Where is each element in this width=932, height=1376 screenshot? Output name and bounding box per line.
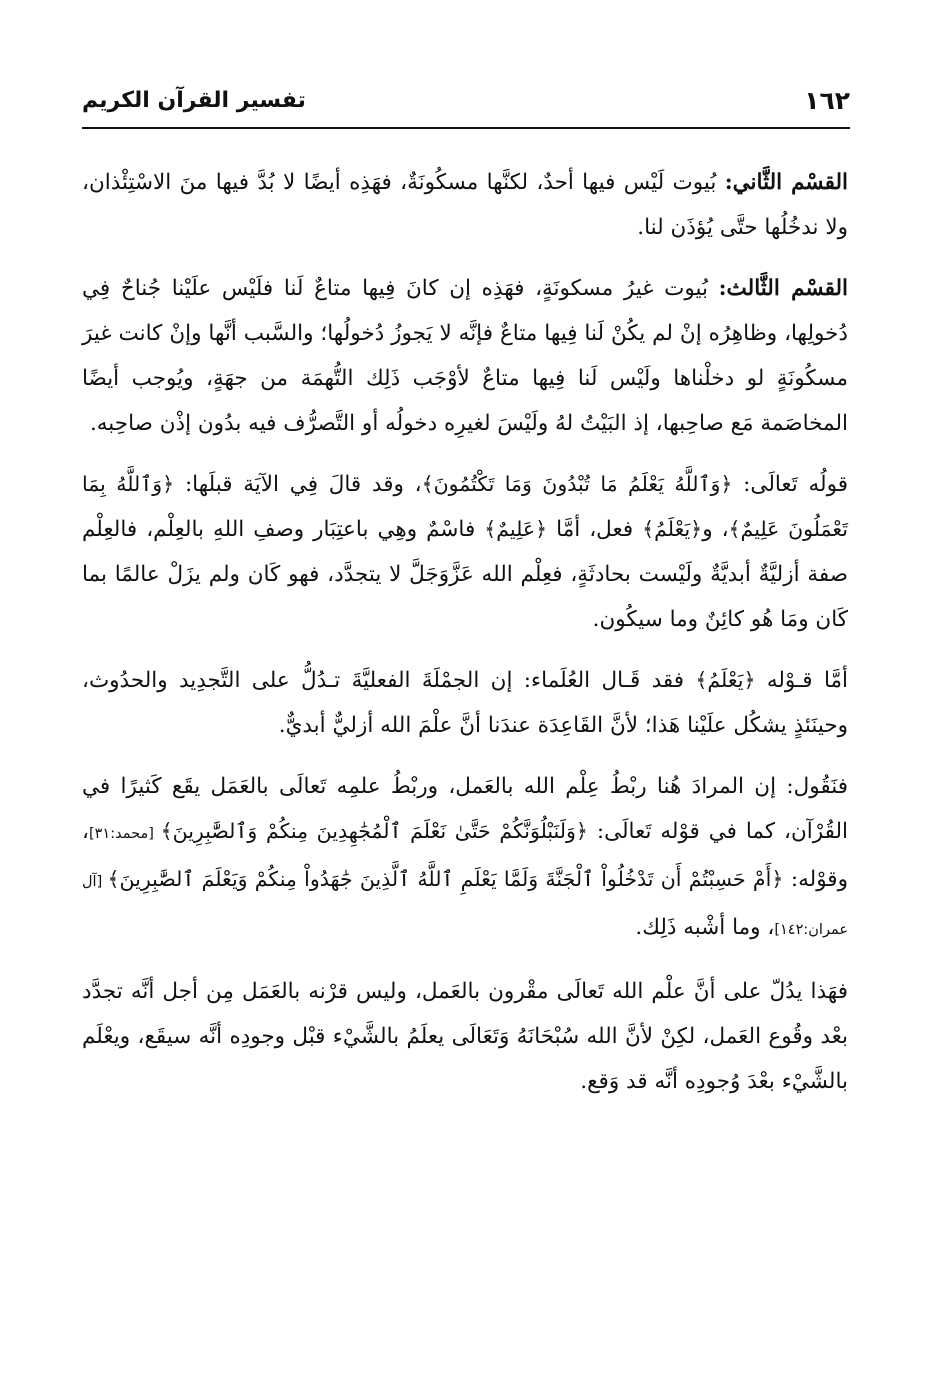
paragraph-text: فقد قَـال العُلَماء: إن الجمْلَةَ الفعليَّةَ تـدُلُّ على التَّجدِيد والحدُوث، وحينَئذٍ يشكُل علَيْنا هَذا؛ لأنَّ القَاعِدَة عندَنا أنَّ علْمَ الله أزليٌّ أبديٌّ. — [82, 668, 848, 738]
paragraph-scholars-statement — [82, 658, 848, 748]
paragraph-text: ، وقد قالَ فِي الآيَة قبلَها: — [174, 472, 422, 497]
quran-verse: ﴿يَعْلَمُ﴾ — [642, 517, 703, 541]
section-heading: القسْم الثَّالث: — [718, 276, 848, 301]
verse-reference: [محمد:٣١] — [88, 826, 161, 842]
section-heading: القسْم الثَّاني: — [724, 170, 848, 195]
header-divider — [82, 127, 850, 129]
paragraph-text: بُيوت لَيْس فيها أحدٌ، لكنَّها مسكُونَةٌ، فهَذِه أيضًا لا بُدَّ فيها منَ الاسْتِئْذان، ولا ندخُلُها حتَّى يُؤذَن لنا. — [82, 170, 848, 240]
paragraph-second-section — [82, 160, 848, 250]
paragraph-text: فنَقُول: إن المرادَ هُنا ربْطُ عِلْم الله بالعَمل، وربْطُ علمِه تَعالَى بالعَمَل يقَع كَثيرًا في القُرْآن، كما في قوْله تَعالَى: — [82, 774, 848, 844]
paragraph-conclusion — [82, 969, 848, 1104]
paragraph-text: فعل، أمَّا — [547, 517, 643, 542]
paragraph-text: ، وقوْله: — [82, 819, 848, 892]
paragraph-text: قولُه تَعالَى: — [732, 472, 848, 497]
quran-verse: ﴿وَلَنَبْلُوَنَّكُمْ حَتَّىٰ نَعْلَمَ ٱلْمُجَٰهِدِينَ مِنكُمْ وَٱلصَّٰبِرِينَ﴾ — [160, 819, 588, 843]
quran-verse: ﴿وَٱللَّهُ يَعْلَمُ مَا تُبْدُونَ وَمَا تَكْتُمُونَ﴾ — [421, 472, 733, 496]
paragraph-text: فهَذا يدُلّ على أنَّ علْم الله تَعالَى مقْرون بالعَمل، وليس قرْنه بالعَمَل مِن أجل أنَّه تجدَّد بعْد وقُوع العَمل، لكِنْ لأنَّ الله سُبْحَانَهُ وَتَعَالَى يعلَمُ بالشَّيْء قبْل وجودِه أنَّه سيقَع، ويعْلَم بالشَّيْء بعْدَ وُجودِه أنَّه قد وَقع. — [82, 979, 848, 1094]
page-number: ١٦٢ — [804, 86, 850, 115]
quran-verse: ﴿وَٱللَّهُ بِمَا تَعْمَلُونَ عَلِيمٌ﴾ — [82, 472, 848, 541]
page-body — [82, 160, 848, 1120]
paragraph-text: ، وما أشْبه ذَلِك. — [635, 915, 775, 940]
running-title: تفسير القرآن الكريم — [82, 88, 306, 113]
paragraph-text: بُيوت غيرُ مسكونَةٍ، فهَذِه إن كانَ فِيها متاعٌ لَنا فلَيْس علَيْنا جُناحٌ فِي دُخولِها، وظاهِرُه إنْ لم يكُنْ لَنا فِيها متاعٌ فإنَّه لا يَجوزُ دُخولُها؛ والسَّبب أنَّها وإنْ كانت غيرَ مسكُونَةٍ لو دخلْناها ولَيْس لَنا فِيها متاعٌ لأوْجَب ذَلِك التُّهمَة من جهَةٍ، ويُوجب أيضًا المخاصَمة مَع صاحِبها، إذ البَيْتُ لهُ ولَيْسَ لغيرِه دخولُه أو التَّصرُّف فيه بدُون إذْن صاحِبه. — [82, 276, 848, 436]
quran-verse: ﴿يَعْلَمُ﴾ — [695, 668, 756, 692]
verse-reference: [آل عمران:١٤٢] — [82, 874, 848, 938]
paragraph-text: ، و — [702, 517, 729, 542]
quran-verse: ﴿أَمْ حَسِبْتُمْ أَن تَدْخُلُواْ ٱلْجَنَّةَ وَلَمَّا يَعْلَمِ ٱللَّهُ ٱلَّذِينَ جَٰهَدُواْ مِنكُمْ وَيَعْلَمَ ٱلصَّٰبِرِينَ﴾ — [107, 867, 784, 891]
paragraph-third-section — [82, 266, 848, 446]
paragraph-text: أمَّا قـوْله — [755, 668, 848, 693]
paragraph-verse-explanation — [82, 462, 848, 642]
paragraph-text: فاسْمٌ وهِي باعتِبَار وصفِ اللهِ بالعِلْم، فالعِلْم صفة أزليَّةٌ أبديَّةٌ ولَيْست بحادثَةٍ، فعِلْم الله عَزَّوَجَلَّ لا يتجدَّد، فهو كَان ولم يزَلْ عالمًا بما كَان ومَا هُو كائِنٌ وما سيكُون. — [82, 517, 848, 632]
paragraph-answer — [82, 764, 848, 953]
quran-verse: ﴿عَلِيمٌ﴾ — [484, 517, 548, 541]
page-header — [82, 86, 850, 126]
